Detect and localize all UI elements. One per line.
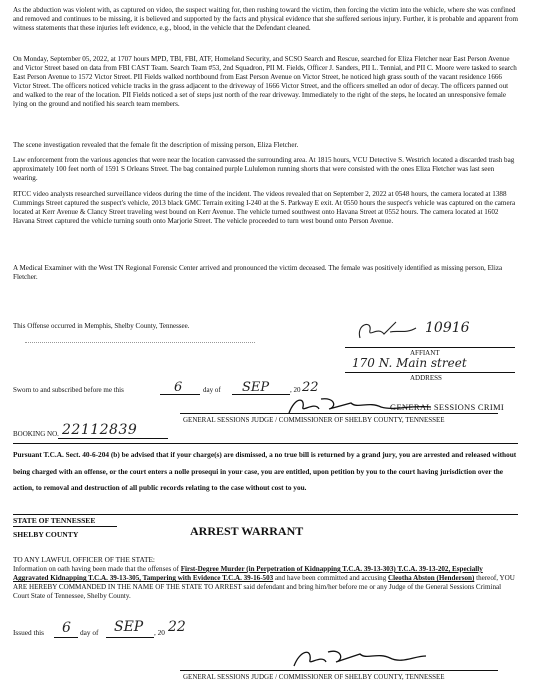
issued-month-line [106,637,154,638]
issued-dayof: day of [80,628,99,637]
issued-day: 6 [62,620,71,636]
state-underline [13,526,117,527]
affidavit-paragraph-5: RTCC video analysts researched surveillance videos during the time of the incident. The videos revealed that on September 2, 2022 at 0548 hours, the camera located at 1388 Cummings Street captured the suspect's vehicle, 2013 black GMC Terrain exiting I-240 at the S. Parkway E exit. At 0550 hours the suspect's vehicle was captured on the camera located at Kerr Avenue & Clancy Street traveling west bound on Kerr Avenue. The vehicle turned southwest onto Havana Street at 0552 hours. The camera located at 1602 Havana Street captured the vehicle turning south onto Marjorie Street. The vehicle proceeded to turn west bound onto Person Avenue. [13,190,516,226]
warrant-title: ARREST WARRANT [190,524,304,538]
sworn-day: 6 [174,380,183,395]
affiant-address: 170 N. Main street [352,356,467,370]
affiant-badge-number: 10916 [425,320,470,336]
to-officer-line: TO ANY LAWFUL OFFICER OF THE STATE: [13,555,155,564]
issued-text: Issued this [13,628,45,637]
affiant-label: AFFIANT [410,349,440,357]
warrant-body [13,565,518,601]
state-label: STATE OF TENNESSEE [13,516,96,525]
court-stamp: GENERAL SESSIONS CRIMI [390,402,504,412]
warrant-body-mid: and have been committed and accusing [273,574,389,583]
sworn-month-line [232,394,290,395]
affidavit-paragraph-2: On Monday, September 05, 2022, at 1707 hours MPD, TBI, FBI, ATF, Homeland Security, and SCSO Search and Rescue, searched for Eliza Fletcher near East Person Avenue and Victor Street based on data from FBI CAST Team. Search Team #53, 2nd Squadron, PII M. Fields, Officer J. Sanders, PII L. Tennial, and PII C. Moore were tasked to search East Person Avenue to 1572 Victor Street. PII Fields walked northbound from East Person Avenue on Victor Street, he noticed high grass south of the vacant residence 1666 Victor Street. The officers noticed vehicle tracks in the grass adjacent to the driveway of 1666 Victor Street, and the officers smelled an odor of decay. The officers panned out and walked to the rear of the location. PII Fields noticed a set of steps just north of the rear driveway. Immediately to the right of the steps, he located an unresponsive female lying on the ground and notified his search team members. [13,55,517,109]
issued-year: 22 [168,619,186,635]
section-divider-2 [13,514,518,515]
booking-line [58,438,168,439]
sworn-text: Sworn to and subscribed before me this [13,386,124,394]
judge-signature-2 [290,646,430,670]
sworn-month: SEP [242,380,270,395]
booking-label: BOOKING NO. [13,430,59,438]
judge-line-1 [180,413,498,414]
sworn-year: 22 [302,380,319,395]
offenses-list: First-Degree Murder (in Perpetration of Kidnapping T.C.A. 39-13-303) T.C.A. 39-13-202, Especially Aggravated Kidnapping T.C.A. 39-13-305, Tampering with Evidence T.C.A. 39-16-503 [13,565,483,583]
sworn-year-prefix: , 20 [290,386,301,394]
sworn-day-line [160,394,200,395]
affidavit-paragraph-6: A Medical Examiner with the West TN Regional Forensic Center arrived and pronounced the victim deceased. The female was positively identified as missing person, Eliza Fletcher. [13,264,503,282]
issued-year-prefix: , 20 [154,628,165,637]
accused-name: Cleotha Abston (Henderson) [388,574,475,583]
affidavit-paragraph-3: The scene investigation revealed that the female fit the description of missing person, Eliza Fletcher. [13,141,299,149]
address-label: ADDRESS [410,374,442,382]
judge-title-1: GENERAL SESSIONS JUDGE / COMMISSIONER OF SHELBY COUNTY, TENNESSEE [183,416,445,424]
affiant-signature [350,316,425,344]
warrant-body-intro: Information on oath having been made that the offenses of [13,565,181,573]
affidavit-paragraph-4: Law enforcement from the various agencies that were near the location canvassed the surrounding area. At 1815 hours, VCU Detective S. Westrich located a discarded trash bag approximately 100 feet north of 1591 S Orleans Street. The bag contained purple Lululemon running shorts that were consisted with the ones Eliza Fletcher was last seen wearing. [13,156,515,183]
county-label: SHELBY COUNTY [13,530,79,539]
issued-day-line [54,637,78,638]
warrant-body-command: thereof, YOU ARE HEREBY COMMANDED IN THE NAME OF THE STATE TO ARREST said defendant and bring him/her before me or any Judge of the General Sessions Criminal Court State of Tennessee, Shelby County. [13,574,515,601]
affiant-line [345,347,515,348]
sworn-dayof: day of [203,386,221,394]
affidavit-paragraph-1: As the abduction was violent with, as captured on video, the suspect waiting for, then rushing toward the victim, then forcing the victim into the vehicle, where she was confined and removed and continues to be missing, it is believed and supported by the facts and physical evidence that she suffered serious injury. Further, it is probable and apparent from witness statements that these injuries left evidence, e.g., blood, in the vehicle that the Defendant cleaned. [13,6,519,33]
expungement-notice: Pursuant T.C.A. Sect. 40-6-204 (b) be advised that if your charge(s) are dismissed, a no true bill is returned by a grand jury, you are arrested and released without being charged with an offense, or the court enters a nolle prosequi in your case, you are entitled, upon petition by you to the court having jurisdiction over the action, to removal and destruction of all public records relating to the case without cost to you. [13,450,517,492]
address-line [345,372,515,373]
faint-dotted-mark [25,337,255,343]
offense-location-line: This Offense occurred in Memphis, Shelby County, Tennessee. [13,322,190,330]
section-divider [13,443,518,444]
judge-title-2: GENERAL SESSIONS JUDGE / COMMISSIONER OF SHELBY COUNTY, TENNESSEE [183,673,445,681]
booking-number: 22112839 [62,422,138,438]
judge-line-2 [180,670,498,671]
issued-month: SEP [114,619,144,635]
